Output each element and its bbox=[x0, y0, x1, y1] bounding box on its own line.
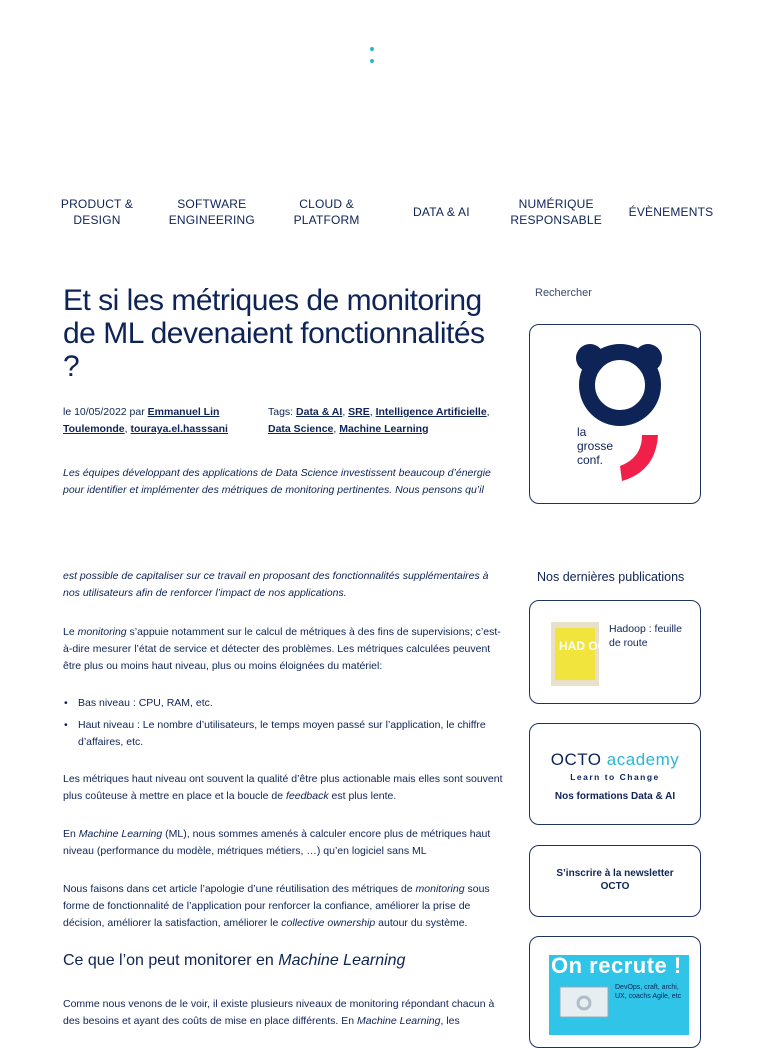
main-nav bbox=[40, 196, 728, 228]
nav-software-engineering[interactable]: SOFTWARE ENGINEERING bbox=[168, 197, 255, 227]
recruiting-card[interactable] bbox=[529, 936, 701, 1048]
list-item: • Bas niveau : CPU, RAM, etc. bbox=[63, 695, 505, 712]
newsletter-card[interactable] bbox=[529, 845, 701, 917]
list-item: • Haut niveau : Le nombre d’utilisateurs, le temps moyen passé sur l’application, le chiffre d’affaires, etc. bbox=[63, 717, 505, 751]
grosse-conf-card[interactable] bbox=[529, 324, 701, 504]
tag-link[interactable]: Data & AI bbox=[296, 406, 343, 418]
publication-card-hadoop[interactable] bbox=[529, 600, 701, 704]
article-tags: Tags: Data & AI, SRE, Intelligence Artificielle, Data Science, Machine Learning bbox=[268, 406, 490, 435]
article-intro: Les équipes développant des applications de Data Science investissent beaucoup d’énergie pour identifier et implémenter des métriques de monitoring pertinentes. Nous pensons qu’il bbox=[63, 467, 491, 496]
academy-caption: Nos formations Data & AI bbox=[554, 791, 676, 802]
svg-text:conf.: conf. bbox=[577, 453, 604, 467]
search-label[interactable]: Rechercher bbox=[535, 287, 592, 299]
tag-link[interactable]: SRE bbox=[348, 406, 370, 418]
grosse-conf-logo bbox=[530, 325, 700, 503]
nav-cloud-platform[interactable]: CLOUD & PLATFORM bbox=[293, 197, 360, 227]
recruiting-title: On recrute ! bbox=[551, 953, 682, 978]
hadoop-book-cover bbox=[551, 622, 616, 686]
tag-link[interactable]: Intelligence Artificielle bbox=[375, 406, 487, 418]
publication-title[interactable]: Hadoop : feuille de route bbox=[609, 623, 682, 649]
nav-numerique-responsable[interactable]: NUMÉRIQUE RESPONSABLE bbox=[510, 197, 602, 227]
bullet-list bbox=[63, 695, 505, 751]
svg-text:la: la bbox=[577, 425, 587, 439]
paragraph: Le monitoring s’appuie notamment sur le calcul de métriques à des fins de supervisions; c’est-à-dire mesurer l’état de service et détecter des problèmes. Les métriques calculées peuvent être plus ou moins haut niveau, plus ou moins éloignées du matériel: bbox=[63, 626, 501, 672]
svg-text:HAD OOP: HAD OOP bbox=[559, 639, 616, 653]
site-logo[interactable] bbox=[369, 47, 375, 67]
academy-tagline: Learn to Change bbox=[570, 772, 660, 782]
author-link[interactable]: touraya.el.hasssani bbox=[130, 423, 228, 435]
paragraph: En Machine Learning (ML), nous sommes amenés à calculer encore plus de métriques haut niveau (performance du modèle, métriques métiers, …) qu’en logiciel sans ML bbox=[63, 828, 491, 857]
octo-academy-logo: OCTO academy bbox=[550, 750, 680, 769]
svg-text:grosse: grosse bbox=[577, 439, 614, 453]
paragraph: Les métriques haut niveau ont souvent la qualité d’être plus actionable mais elles sont souvent plus coûteuse à mettre en place et la boucle de feedback est plus lente. bbox=[63, 773, 503, 802]
author-link[interactable]: Emmanuel Lin Toulemonde bbox=[63, 406, 220, 435]
nav-product-design[interactable]: PRODUCT & DESIGN bbox=[60, 197, 134, 227]
laptop-icon bbox=[558, 985, 610, 1021]
paragraph: Comme nous venons de le voir, il existe plusieurs niveaux de monitoring répondant chacun à des besoins et ayant des coûts de mise en place différents. En Machine Learning, les bbox=[63, 998, 495, 1027]
tag-link[interactable]: Machine Learning bbox=[339, 423, 429, 435]
paragraph: Nous faisons dans cet article l’apologie d’une réutilisation des métriques de monitoring sous forme de fonctionnalité de l’application pour renforcer la confiance, améliorer la prise de décision, améliorer la satisfaction, améliorer le collective ownership autour du système. bbox=[63, 883, 490, 929]
section-heading: Ce que l’on peut monitorer en Machine Learning bbox=[63, 952, 406, 969]
nav-evenements[interactable]: ÉVÈNEMENTS bbox=[628, 205, 714, 219]
article-intro-continued: est possible de capitaliser sur ce travail en proposant des fonctionnalités supplémentaires à nos utilisateurs afin de renforcer l’impact de nos applications. bbox=[63, 570, 489, 599]
newsletter-caption: S’inscrire à la newsletter OCTO bbox=[556, 868, 674, 892]
nav-data-ai[interactable]: DATA & AI bbox=[413, 205, 470, 219]
academy-card[interactable] bbox=[529, 723, 701, 825]
tag-link[interactable]: Data Science bbox=[268, 423, 334, 435]
recruiting-text: DevOps, craft, archi, UX, coachs Agile, etc bbox=[615, 984, 682, 1000]
publications-heading: Nos dernières publications bbox=[537, 570, 685, 584]
article-title: Et si les métriques de monitoring de ML devenaient fonctionnalités ? bbox=[63, 284, 485, 383]
article-byline: le 10/05/2022 par Emmanuel Lin Toulemonde, touraya.el.hasssani bbox=[63, 406, 228, 435]
